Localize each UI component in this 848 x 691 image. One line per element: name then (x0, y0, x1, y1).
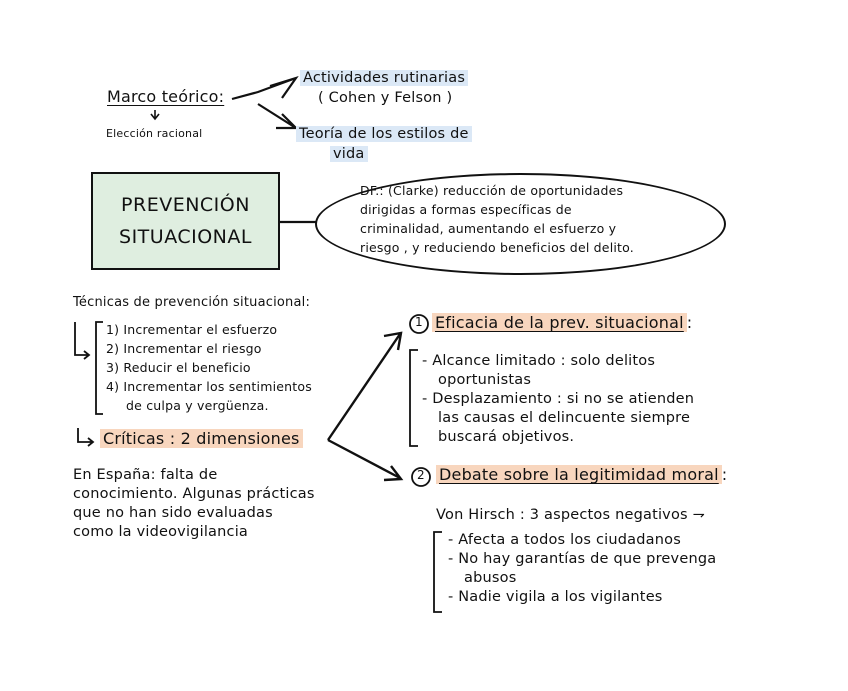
title-line2: SITUACIONAL (119, 226, 252, 248)
actividades-rutinarias (300, 70, 468, 87)
eficacia-line: - Alcance limitado : solo delitos (422, 353, 656, 369)
tecnicas-hook-arrow (75, 322, 89, 359)
eficacia-colon: : (686, 313, 693, 332)
espana-line3: que no han sido evaluadas (73, 505, 273, 521)
definition-line1: DF.: (Clarke) reducción de oportunidades (360, 183, 624, 198)
teoria-vida (330, 146, 368, 163)
title-line1: PREVENCIÓN (121, 193, 250, 216)
espana-line1: En España: falta de (73, 467, 218, 483)
eficacia-number: 1 (415, 315, 423, 329)
marco-down-arrow (151, 110, 159, 119)
debate-colon: : (721, 465, 728, 484)
criticas-text: Críticas : 2 dimensiones (100, 429, 303, 448)
tecnica-item: 4) Incrementar los sentimientos (106, 379, 312, 394)
debate-bracket (434, 532, 442, 612)
eficacia-list (422, 352, 694, 447)
cohen-felson: ( Cohen y Felson ) (318, 90, 453, 106)
criticas-hook-arrow (78, 428, 93, 446)
debate-item: - Afecta a todos los ciudadanos (448, 532, 681, 548)
definition-text (360, 181, 634, 257)
debate-item: - Nadie vigila a los vigilantes (448, 589, 663, 605)
tecnicas-list (106, 320, 312, 415)
tecnica-item: 2) Incrementar el riesgo (106, 341, 262, 356)
debate-item: - No hay garantías de que prevenga (448, 551, 717, 567)
eficacia-title-text: Eficacia de la prev. situacional (432, 313, 687, 332)
espana-line4: como la videovigilancia (73, 524, 249, 540)
tecnica-item: 3) Reducir el beneficio (106, 360, 251, 375)
eficacia-title (432, 314, 692, 332)
tecnica-item: 1) Incrementar el esfuerzo (106, 322, 278, 337)
teoria-estilos (296, 126, 472, 143)
eleccion-racional-label: Elección racional (106, 127, 203, 140)
prevencion-situacional-box (91, 172, 280, 270)
debate-title-text: Debate sobre la legitimidad moral (436, 465, 722, 484)
criticas-arrow-down (328, 440, 401, 480)
von-hirsch: Von Hirsch : 3 aspectos negativos ⇁ (436, 507, 705, 523)
marco-branch-arrow (232, 78, 296, 128)
tecnica-item: de culpa y vergüenza. (126, 398, 269, 413)
teoria-line2: vida (330, 146, 368, 162)
criticas-label (100, 430, 303, 448)
eficacia-line: oportunistas (438, 372, 532, 388)
actividades-line1: Actividades rutinarias (300, 70, 468, 86)
definition-line2: dirigidas a formas específicas de (360, 202, 572, 217)
eficacia-line: - Desplazamiento : si no se atienden (422, 391, 695, 407)
eficacia-line: buscará objetivos. (438, 429, 575, 445)
tecnicas-heading: Técnicas de prevención situacional: (73, 295, 311, 310)
definition-line3: criminalidad, aumentando el esfuerzo y (360, 221, 617, 236)
teoria-line1: Teoría de los estilos de (296, 126, 472, 142)
definition-line4: riesgo , y reduciendo beneficios del delito. (360, 240, 634, 255)
eficacia-bracket (410, 350, 418, 446)
espana-line2: conocimiento. Algunas prácticas (73, 486, 315, 502)
debate-number: 2 (417, 468, 425, 482)
debate-item: abusos (464, 570, 517, 586)
debate-title (436, 466, 727, 484)
debate-list (448, 531, 716, 607)
espana-text (73, 466, 315, 542)
marco-teorico-label: Marco teórico: (107, 87, 225, 106)
eficacia-line: las causas el delincuente siempre (438, 410, 691, 426)
tecnicas-bracket (96, 322, 103, 414)
criticas-arrow-up (328, 333, 401, 440)
